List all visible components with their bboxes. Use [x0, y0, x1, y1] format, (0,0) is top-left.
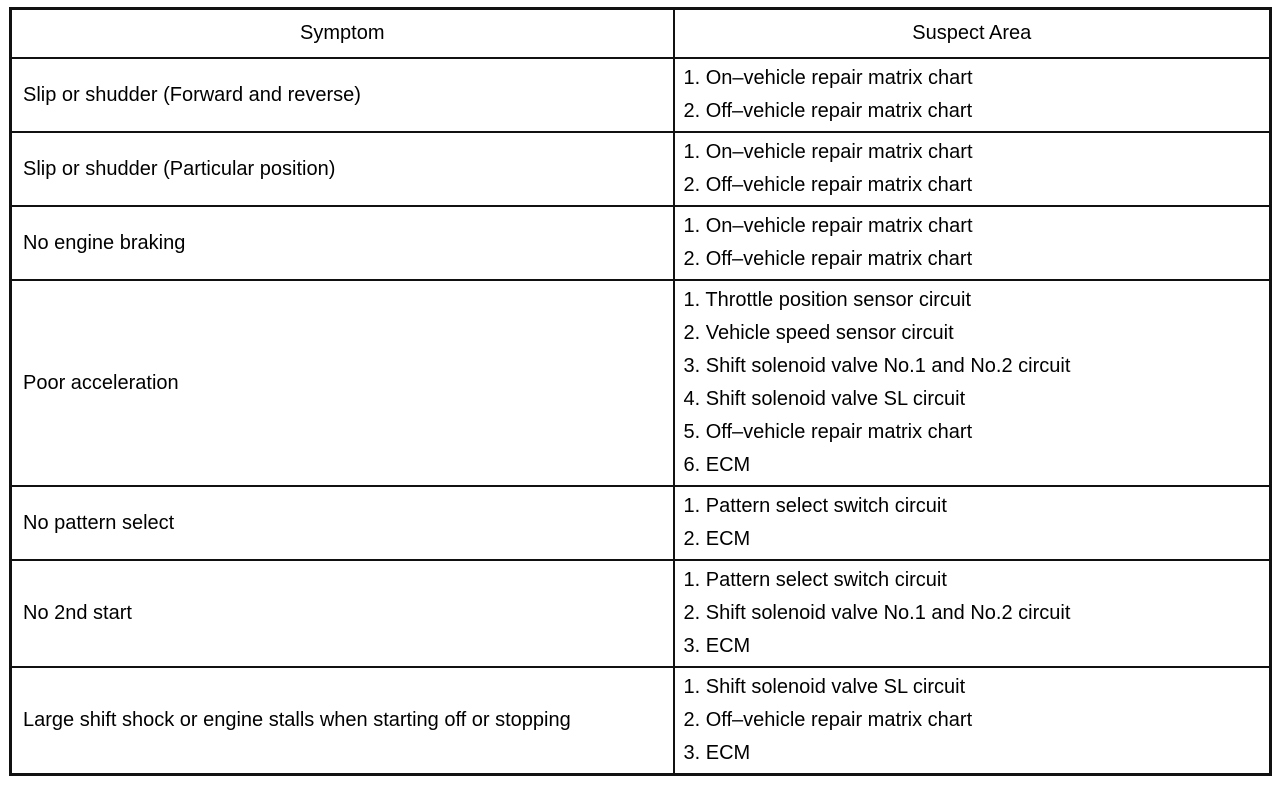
symptom-cell: Slip or shudder (Forward and reverse)	[11, 58, 674, 132]
suspect-area-item: 1. Pattern select switch circuit	[683, 569, 947, 591]
suspect-area-item: 2. Off–vehicle repair matrix chart	[683, 174, 973, 196]
symptom-cell: Large shift shock or engine stalls when starting off or stopping	[11, 667, 674, 775]
table-row	[11, 58, 1271, 132]
header-row	[11, 9, 1271, 59]
table-body	[11, 58, 1271, 775]
suspect-area-item: 3. Shift solenoid valve No.1 and No.2 circuit	[683, 355, 1071, 377]
suspect-area-cell	[674, 667, 1271, 775]
suspect-area-item: 1. Shift solenoid valve SL circuit	[683, 676, 966, 698]
suspect-area-cell	[674, 132, 1271, 206]
symptom-cell: Poor acceleration	[11, 280, 674, 486]
suspect-area-item: 3. ECM	[683, 635, 751, 657]
suspect-area-cell	[674, 280, 1271, 486]
suspect-area-item: 5. Off–vehicle repair matrix chart	[683, 421, 973, 443]
suspect-area-item: 3. ECM	[683, 742, 751, 764]
suspect-area-item: 2. Off–vehicle repair matrix chart	[683, 709, 973, 731]
symptom-cell: No pattern select	[11, 486, 674, 560]
suspect-area-item: 1. Throttle position sensor circuit	[683, 289, 972, 311]
suspect-area-cell	[674, 486, 1271, 560]
suspect-area-item: 1. Pattern select switch circuit	[683, 495, 947, 517]
suspect-area-item: 1. On–vehicle repair matrix chart	[683, 215, 973, 237]
symptom-cell: Slip or shudder (Particular position)	[11, 132, 674, 206]
symptom-cell: No engine braking	[11, 206, 674, 280]
table-row	[11, 486, 1271, 560]
suspect-area-item: 2. ECM	[683, 528, 751, 550]
table-row	[11, 132, 1271, 206]
table-row	[11, 560, 1271, 667]
suspect-area-cell	[674, 560, 1271, 667]
suspect-area-item: 2. Vehicle speed sensor circuit	[683, 322, 954, 344]
symptom-cell: No 2nd start	[11, 560, 674, 667]
table-row	[11, 667, 1271, 775]
suspect-area-cell	[674, 206, 1271, 280]
suspect-area-cell	[674, 58, 1271, 132]
suspect-area-item: 2. Shift solenoid valve No.1 and No.2 circuit	[683, 602, 1071, 624]
suspect-area-item: 2. Off–vehicle repair matrix chart	[683, 248, 973, 270]
suspect-area-item: 2. Off–vehicle repair matrix chart	[683, 100, 973, 122]
suspect-area-item: 1. On–vehicle repair matrix chart	[683, 67, 973, 89]
table-row	[11, 206, 1271, 280]
suspect-area-item: 4. Shift solenoid valve SL circuit	[683, 388, 966, 410]
table-header	[11, 9, 1271, 59]
symptom-column-header: Symptom	[11, 9, 674, 59]
suspect-area-column-header: Suspect Area	[674, 9, 1271, 59]
table-row	[11, 280, 1271, 486]
diagnosis-table	[9, 7, 1272, 776]
suspect-area-item: 6. ECM	[683, 454, 751, 476]
suspect-area-item: 1. On–vehicle repair matrix chart	[683, 141, 973, 163]
